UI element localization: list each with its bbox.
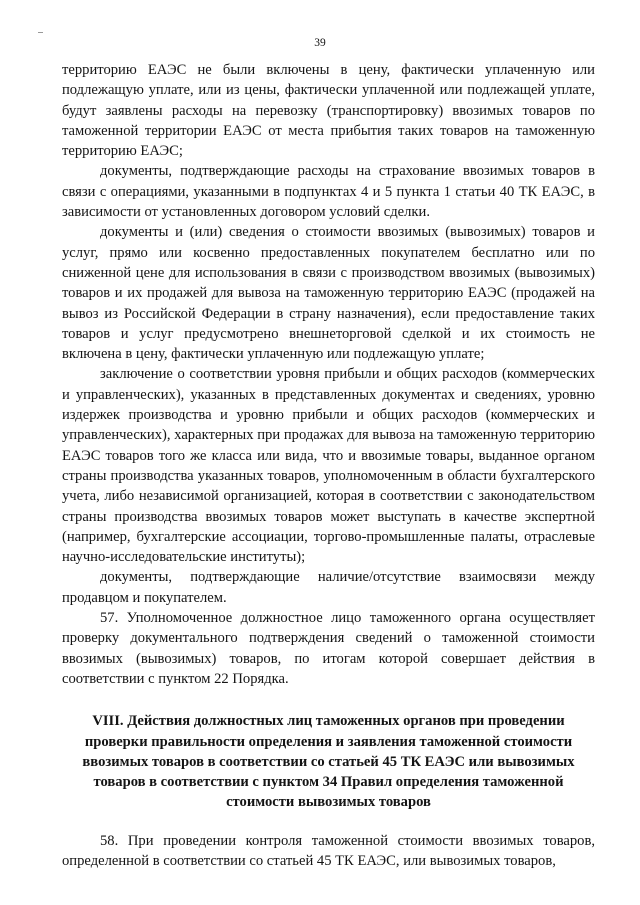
paragraph-57: 57. Уполномоченное должностное лицо таможенного органа осуществляет проверку документального подтверждения сведений о таможенной стоимости ввозимых (вывозимых) товаров, по итогам которой совершает действия в соответствии с пунктом 22 Порядка. <box>62 610 595 687</box>
scan-mark <box>38 32 43 33</box>
paragraph-profit-conclusion: заключение о соответствии уровня прибыли и общих расходов (коммерческих и управленческих), указанных в представленных документах и сведениях, уровню издержек производства и уровню прибыли и общих расходов (коммерческих и управленческих), характерных при продажах для вывоза на таможенную территорию ЕАЭС товаров того же класса или вида, что и ввозимые товары, выданное органом страны производства указанных товаров, уполномоченным в области бухгалтерского учета, либо независимой организацией, которая в соответствии с законодательством страны производства ввозимых товаров может выступать в качестве экспертной (например, бухгалтерские ассоциации, торгово-промышленные палаты, отраслевые научно-исследовательские институты); <box>62 366 595 566</box>
paragraph-58: 58. При проведении контроля таможенной стоимости ввозимых товаров, определенной в соответствии со статьей 45 ТК ЕАЭС, или вывозимых товаров, <box>62 832 595 869</box>
section-heading: VIII. Действия должностных лиц таможенных органов при проведении проверки правильности определения и заявления таможенной стоимости ввозимых товаров в соответствии со статьей 45 ТК ЕАЭС или вывозимых товаров в соответствии с пунктом 34 Правил определения таможенной стоимости вывозимых товаров <box>82 713 575 811</box>
paragraph-insurance-docs: документы, подтверждающие расходы на страхование ввозимых товаров в связи с операциями, указанными в подпунктах 4 и 5 пункта 1 статьи 40 ТК ЕАЭС, в зависимости от установленных договором условий сделки. <box>62 163 595 221</box>
paragraph-continued: территорию ЕАЭС не были включены в цену, фактически уплаченную или подлежащую уплате, или из цены, фактически уплаченной или подлежащей уплате, будут заявлены расходы на перевозку (транспортировку) ввозимых товаров по таможенной территории ЕАЭС от места прибытия таких товаров на таможенную территорию ЕАЭС; <box>62 62 595 160</box>
paragraph-goods-services-cost: документы и (или) сведения о стоимости ввозимых (вывозимых) товаров и услуг, прямо или косвенно предоставленных покупателем бесплатно или по сниженной цене для использования в связи с производством ввозимых (вывозимых) товаров и их продажей для вывоза на таможенную территорию ЕАЭС (продажей на вывоз из Российской Федерации в страну назначения), если предоставление таких товаров и услуг предусмотрено внешнеторговой сделкой и их стоимость не включена в цену, фактически уплаченную или подлежащую уплате; <box>62 224 595 363</box>
page-number: 39 <box>314 37 326 49</box>
page-body <box>62 60 595 871</box>
paragraph-relationship-docs: документы, подтверждающие наличие/отсутствие взаимосвязи между продавцом и покупателем. <box>62 569 595 606</box>
